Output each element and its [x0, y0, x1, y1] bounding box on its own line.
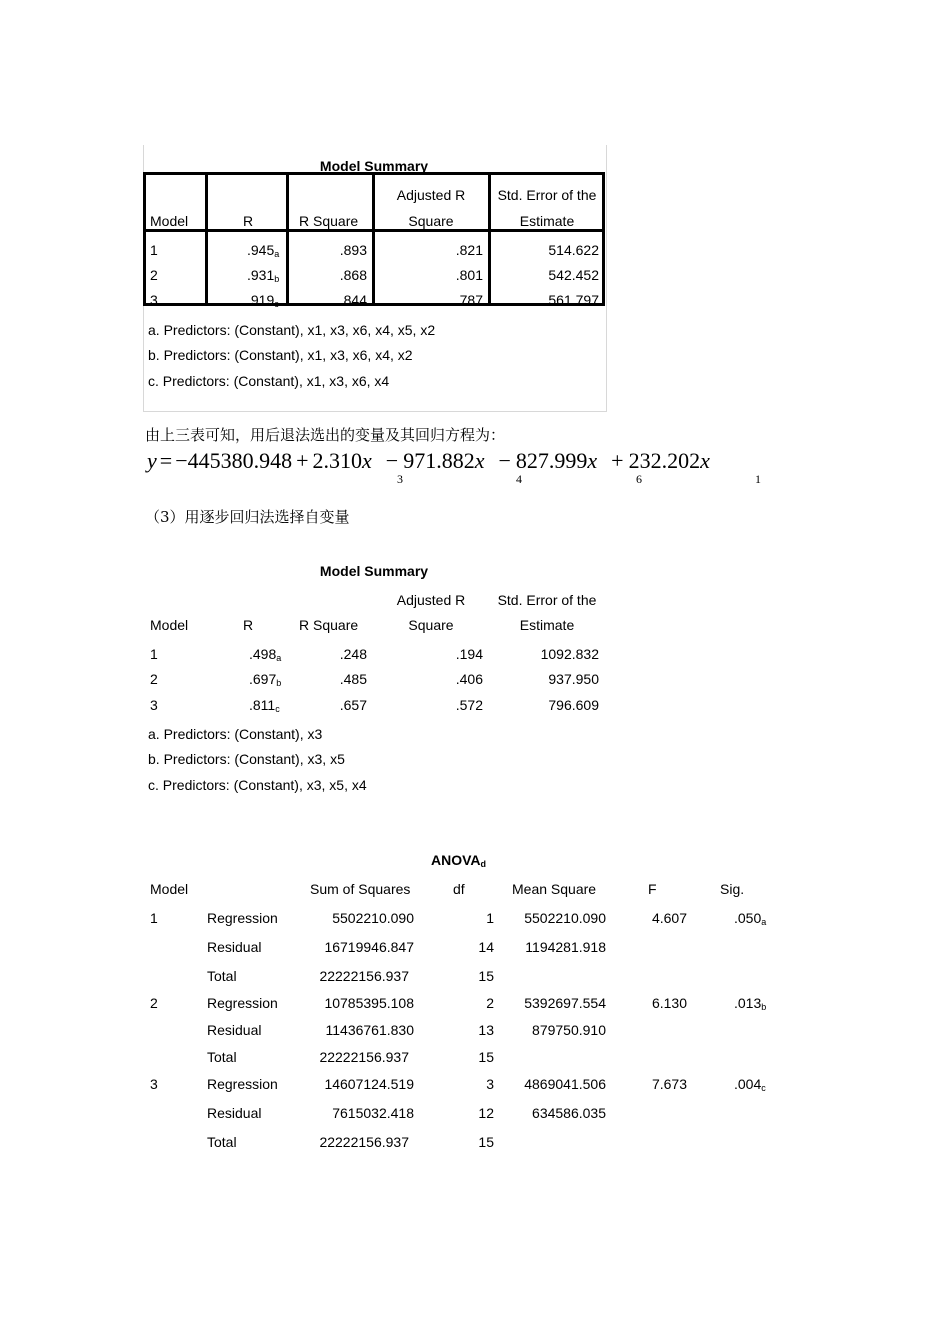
- table3-header-f: F: [648, 881, 657, 897]
- table1-row1-model: 1: [150, 242, 158, 258]
- table3-title: ANOVAd: [431, 852, 487, 869]
- table1-row3-adj: .787: [455, 292, 483, 308]
- table1-row1-adj: .821: [455, 242, 483, 258]
- anova-df: 1: [486, 910, 494, 926]
- table1-header-adj2: Square: [408, 213, 454, 229]
- anova-model: 3: [150, 1076, 158, 1092]
- table2-row3-rsq: .657: [339, 697, 367, 713]
- anova-f: 7.673: [651, 1076, 687, 1092]
- table3-header-ss: Sum of Squares: [310, 881, 411, 897]
- table1-header-se1: Std. Error of the: [497, 187, 597, 203]
- anova-ss: 22222156.937: [319, 968, 409, 984]
- anova-model: 1: [150, 910, 158, 926]
- conclusion-paragraph: 由上三表可知，用后退法选出的变量及其回归方程为：: [145, 426, 506, 444]
- section-heading: （3）用逐步回归法选择自变量: [145, 508, 350, 526]
- anova-ss: 14607124.519: [324, 1076, 414, 1092]
- table1-divider: [286, 172, 289, 306]
- anova-type: Residual: [207, 939, 262, 955]
- anova-type: Regression: [207, 995, 278, 1011]
- equation-sub-6: 6: [636, 472, 642, 486]
- table2-row3-model: 3: [150, 697, 158, 713]
- table1-header-se2: Estimate: [519, 213, 575, 229]
- table1-note-c: c. Predictors: (Constant), x1, x3, x6, x4: [148, 373, 390, 389]
- anova-ss: 10785395.108: [324, 995, 414, 1011]
- anova-df: 15: [478, 968, 494, 984]
- table2-header-adj2: Square: [408, 617, 454, 633]
- table2-row3-r: .811c: [249, 697, 280, 714]
- table2-note-a: a. Predictors: (Constant), x3: [148, 726, 323, 742]
- anova-ms: 1194281.918: [525, 939, 606, 955]
- anova-ss: 22222156.937: [319, 1134, 409, 1150]
- table2-header-adj1: Adjusted R: [396, 592, 466, 608]
- table2-row3-se: 796.609: [548, 697, 599, 713]
- table2-header-se1: Std. Error of the: [497, 592, 597, 608]
- anova-ss: 16719946.847: [324, 939, 414, 955]
- table1-header-model: Model: [150, 213, 189, 229]
- table2-row1-se: 1092.832: [540, 646, 599, 662]
- table1-header-r: R: [243, 213, 254, 229]
- table1-header-rsquare: R Square: [299, 213, 359, 229]
- regression-equation: y = −445380.948 + 2.310x − 971.882x − 827.999x + 232.202x: [147, 448, 710, 473]
- anova-ms: 5392697.554: [524, 995, 606, 1011]
- table2-row1-r: .498a: [249, 646, 282, 663]
- anova-ss: 11436761.830: [325, 1022, 414, 1038]
- anova-type: Regression: [207, 1076, 278, 1092]
- table2-row1-adj: .194: [455, 646, 483, 662]
- anova-sig: .050a: [734, 910, 767, 927]
- table1-note-a: a. Predictors: (Constant), x1, x3, x6, x4, x5, x2: [148, 322, 436, 338]
- table1-row1-se: 514.622: [548, 242, 599, 258]
- table2-header-rsquare: R Square: [299, 617, 359, 633]
- anova-ms: 634586.035: [532, 1105, 606, 1121]
- table1-row3-se: 561.797: [548, 292, 599, 308]
- anova-ms: 4869041.506: [524, 1076, 606, 1092]
- anova-ss: 5502210.090: [332, 910, 414, 926]
- table1-row2-r: .931b: [247, 267, 280, 284]
- anova-ss: 22222156.937: [319, 1049, 409, 1065]
- table1-row1-rsq: .893: [339, 242, 367, 258]
- anova-ss: 7615032.418: [332, 1105, 414, 1121]
- table2-note-b: b. Predictors: (Constant), x3, x5: [148, 751, 345, 767]
- anova-type: Regression: [207, 910, 278, 926]
- table2-row2-r: .697b: [249, 671, 282, 688]
- table2-row1-model: 1: [150, 646, 158, 662]
- table3-header-model: Model: [150, 881, 189, 897]
- table1-row2-adj: .801: [455, 267, 483, 283]
- table1-row3-r: .919c: [247, 292, 279, 309]
- table1-row3-model: 3: [150, 292, 158, 308]
- anova-df: 14: [478, 939, 494, 955]
- anova-sig: .013b: [734, 995, 767, 1012]
- equation-sub-3: 3: [397, 472, 403, 486]
- table1-header-rule: [143, 229, 605, 232]
- equation-sub-4: 4: [516, 472, 522, 486]
- anova-sig: .004c: [734, 1076, 766, 1093]
- equation-sub-1: 1: [755, 472, 761, 486]
- table2-header-se2: Estimate: [519, 617, 575, 633]
- anova-type: Residual: [207, 1105, 262, 1121]
- table1-row3-rsq: .844: [339, 292, 367, 308]
- table1-title: Model Summary: [319, 158, 429, 174]
- anova-type: Residual: [207, 1022, 262, 1038]
- table2-row2-se: 937.950: [548, 671, 599, 687]
- anova-type: Total: [207, 1134, 237, 1150]
- table2-row2-adj: .406: [455, 671, 483, 687]
- table2-row1-rsq: .248: [339, 646, 367, 662]
- anova-type: Total: [207, 1049, 237, 1065]
- anova-ms: 879750.910: [532, 1022, 606, 1038]
- table2-title: Model Summary: [319, 563, 429, 579]
- table1-header-adj1: Adjusted R: [396, 187, 466, 203]
- table2-row2-model: 2: [150, 671, 158, 687]
- table3-header-df: df: [453, 881, 465, 897]
- anova-df: 15: [478, 1049, 494, 1065]
- table1-row2-model: 2: [150, 267, 158, 283]
- table2-header-model: Model: [150, 617, 189, 633]
- anova-type: Total: [207, 968, 237, 984]
- anova-df: 12: [478, 1105, 494, 1121]
- anova-df: 2: [486, 995, 494, 1011]
- table3-header-sig: Sig.: [720, 881, 745, 897]
- table1-divider: [205, 172, 208, 306]
- table3-header-ms: Mean Square: [512, 881, 597, 897]
- table1-row2-rsq: .868: [339, 267, 367, 283]
- table2-row2-rsq: .485: [339, 671, 367, 687]
- table2-header-r: R: [243, 617, 254, 633]
- table1-row2-se: 542.452: [548, 267, 599, 283]
- anova-ms: 5502210.090: [524, 910, 606, 926]
- table2-row3-adj: .572: [455, 697, 483, 713]
- anova-f: 4.607: [651, 910, 687, 926]
- anova-f: 6.130: [651, 995, 687, 1011]
- table1-note-b: b. Predictors: (Constant), x1, x3, x6, x4, x2: [148, 347, 413, 363]
- anova-df: 13: [478, 1022, 494, 1038]
- anova-df: 15: [478, 1134, 494, 1150]
- anova-model: 2: [150, 995, 158, 1011]
- anova-df: 3: [486, 1076, 494, 1092]
- table2-note-c: c. Predictors: (Constant), x3, x5, x4: [148, 777, 367, 793]
- table1-row1-r: .945a: [247, 242, 280, 259]
